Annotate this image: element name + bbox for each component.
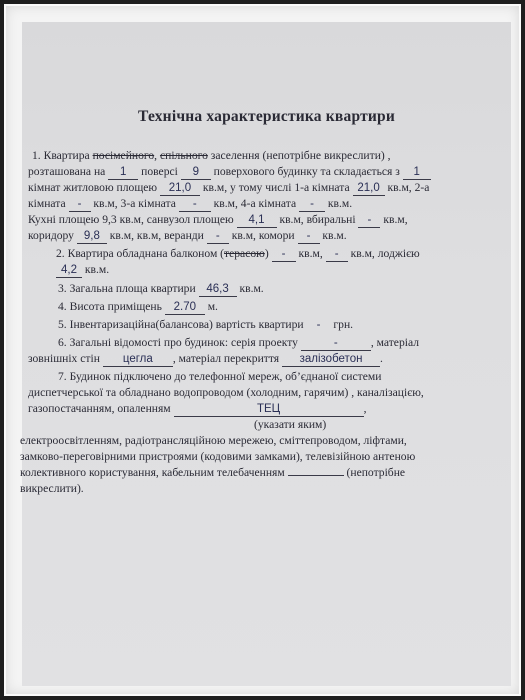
balcony-value: -	[272, 247, 296, 262]
photo-frame	[4, 4, 521, 696]
toilet-value: -	[358, 213, 380, 228]
heating-value: ТЕЦ	[174, 402, 364, 417]
p7-line-2: диспетчерської та обладнано водопроводом (холодним, гарячим) , каналізацією,	[28, 386, 424, 399]
rooms-value: 1	[403, 165, 431, 180]
p7-line-4: (указати яким)	[254, 418, 327, 431]
p6-line-2: зовнішніх стін цегла , матеріал перекриття залізобетон .	[28, 352, 383, 365]
p1-line-6: коридору 9,8 кв.м, кв.м, веранди - кв.м, комори - кв.м.	[28, 229, 347, 242]
series-value: -	[301, 336, 371, 351]
p7-line-1: 7. Будинок підключено до телефонної мереж, об’єднаної системи	[58, 370, 382, 383]
p7-line-8: викреслити).	[20, 482, 84, 495]
floors-total-value: 9	[181, 165, 211, 180]
room1-value: 21,0	[353, 181, 385, 196]
p1-line-3: кімнат житловою площею 21,0 кв.м, у тому числі 1-а кімната 21,0 кв.м, 2-а	[28, 181, 430, 194]
p1-line-1: 1. Квартира посімейного, спільного заселення (непотрібне викреслити) ,	[32, 149, 391, 162]
room3-value: -	[179, 197, 211, 212]
bathroom-value: 4,1	[237, 213, 277, 228]
cable-tv-blank	[288, 475, 344, 476]
terrace-value: -	[326, 247, 348, 262]
p3-line: 3. Загальна площа квартири 46,3 кв.м.	[58, 282, 264, 295]
p7-line-3: газопостачанням, опаленням ТЕЦ ,	[28, 402, 367, 415]
p7-line-7: колективного користування, кабельним телебаченням (непотрібне	[20, 466, 406, 479]
p4-line: 4. Висота приміщень 2.70 м.	[58, 300, 218, 313]
height-value: 2.70	[165, 300, 205, 315]
p6-line-1: 6. Загальні відомості про будинок: серія проекту - , матеріал	[58, 336, 419, 349]
walls-value: цегла	[103, 352, 173, 367]
p1-line-2: розташована на 1 поверсі 9 поверхового будинку та складається з 1	[28, 165, 431, 180]
page-title: Технічна характеристика квартири	[138, 108, 395, 125]
living-area-value: 21,0	[160, 181, 200, 196]
p7-line-6: замково-переговірними пристроями (кодовими замками), телевізійною антеною	[20, 450, 416, 463]
floors-material-value: залізобетон	[282, 352, 380, 367]
total-area-value: 46,3	[199, 282, 237, 297]
floor-value: 1	[108, 165, 138, 180]
loggia-value: 4,2	[56, 263, 82, 278]
document-sheet	[22, 22, 511, 686]
room4-value: -	[299, 197, 325, 212]
storage-value: -	[298, 229, 320, 244]
corridor-value: 9,8	[77, 229, 107, 244]
veranda-value: -	[207, 229, 229, 244]
p7-line-5: електроосвітленням, радіотрансляційною мережею, сміттепроводом, ліфтами,	[20, 434, 407, 447]
p2-line-1: 2. Квартира обладнана балконом (терасою) - кв.м, - кв.м, лоджією	[56, 247, 420, 260]
room2-value: -	[69, 197, 91, 212]
p1-line-4: кімната - кв.м, 3-а кімната - кв.м, 4-а кімната - кв.м.	[28, 197, 353, 210]
p2-line-2: 4,2 кв.м.	[56, 263, 109, 278]
value-cost: -	[316, 319, 321, 331]
p5-line: 5. Інвентаризаційна(балансова) вартість квартири - грн.	[58, 318, 354, 331]
p1-line-5: Кухні площею 9,3 кв.м, санвузол площею 4,1 кв.м, вбиральні - кв.м,	[28, 213, 408, 226]
